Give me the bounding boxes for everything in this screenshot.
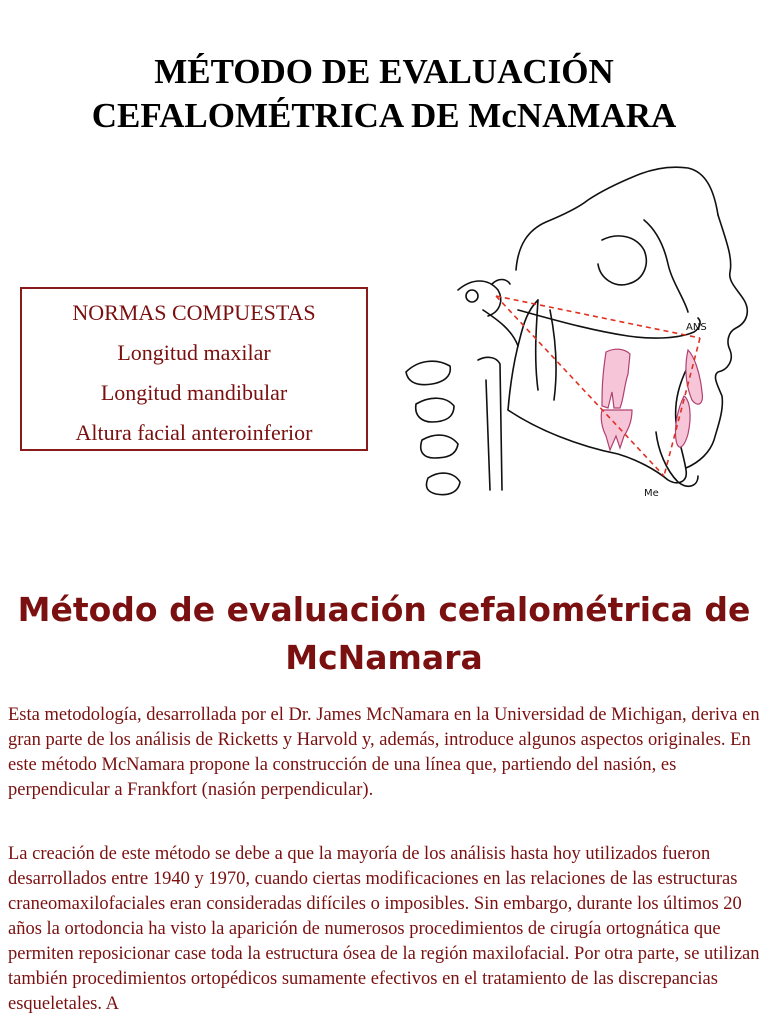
slide-2-title-line-1: Método de evaluación cefalométrica de (17, 590, 751, 629)
upper-molar-tooth (602, 349, 630, 408)
slide-1-title-line-1: MÉTODO DE EVALUACIÓN (154, 52, 614, 91)
skull-outline (516, 167, 718, 270)
paragraph-2: La creación de este método se debe a que la mayoría de los análisis hasta hoy utilizados fueron desarrollados entre 1940 y 1970, cuando ciertas modificaciones en las relaciones de las estructuras craneomaxilofaciales eran consideradas difíciles o imposibles. Sin embargo, durante los últimos 20 años la ortodoncia ha visto la aparición de numerosos procedimientos de cirugía ortognática que permiten reposicionar case toda la estructura ósea de la región maxilofacial. Por otra parte, se utilizan también procedimientos ortopédicos sumamente efectivos en el tratamiento de las discrepancias esqueletales. A (8, 844, 760, 1014)
norms-heading: NORMAS COMPUESTAS (72, 300, 316, 325)
ramus-outline (508, 300, 538, 410)
maxilla-outline (518, 310, 700, 338)
ans-label: ANS (686, 322, 707, 333)
lower-molar-tooth (601, 410, 632, 450)
orbit-outline (598, 236, 646, 285)
vertebra-3 (421, 435, 458, 458)
vertebra-2 (416, 398, 454, 422)
norms-box (20, 287, 368, 451)
norms-item-maxillary-length: Longitud maxilar (117, 340, 271, 365)
slide-1-title-line-2: CEFALOMÉTRICA DE McNAMARA (91, 96, 677, 135)
vertebra-1 (406, 361, 450, 384)
norms-item-lower-facial-height: Altura facial anteroinferior (75, 420, 313, 445)
frontal-nasal (644, 220, 688, 312)
slide-2-title-line-2: McNamara (285, 638, 483, 677)
vertebra-4 (426, 473, 460, 495)
cephalometric-tracing-figure (388, 160, 768, 510)
slide-2-title (0, 586, 768, 682)
mandibular-length-line (496, 296, 664, 476)
me-label: Me (644, 488, 659, 499)
paragraph-1: Esta metodología, desarrollada por el Dr. James McNamara en la Universidad de Michigan, deriva en gran parte de los análisis de Ricketts y Harvold y, además, introduce algunos aspectos originales. En este método McNamara propone la construcción de una línea que, partiendo del nasión, es perpendicular a Frankfort (nasión perpendicular). (8, 705, 760, 800)
slide-1-title (0, 50, 768, 138)
soft-tissue-profile (686, 215, 747, 468)
norms-item-mandibular-length: Longitud mandibular (100, 380, 288, 405)
mandible-outline (508, 366, 688, 483)
